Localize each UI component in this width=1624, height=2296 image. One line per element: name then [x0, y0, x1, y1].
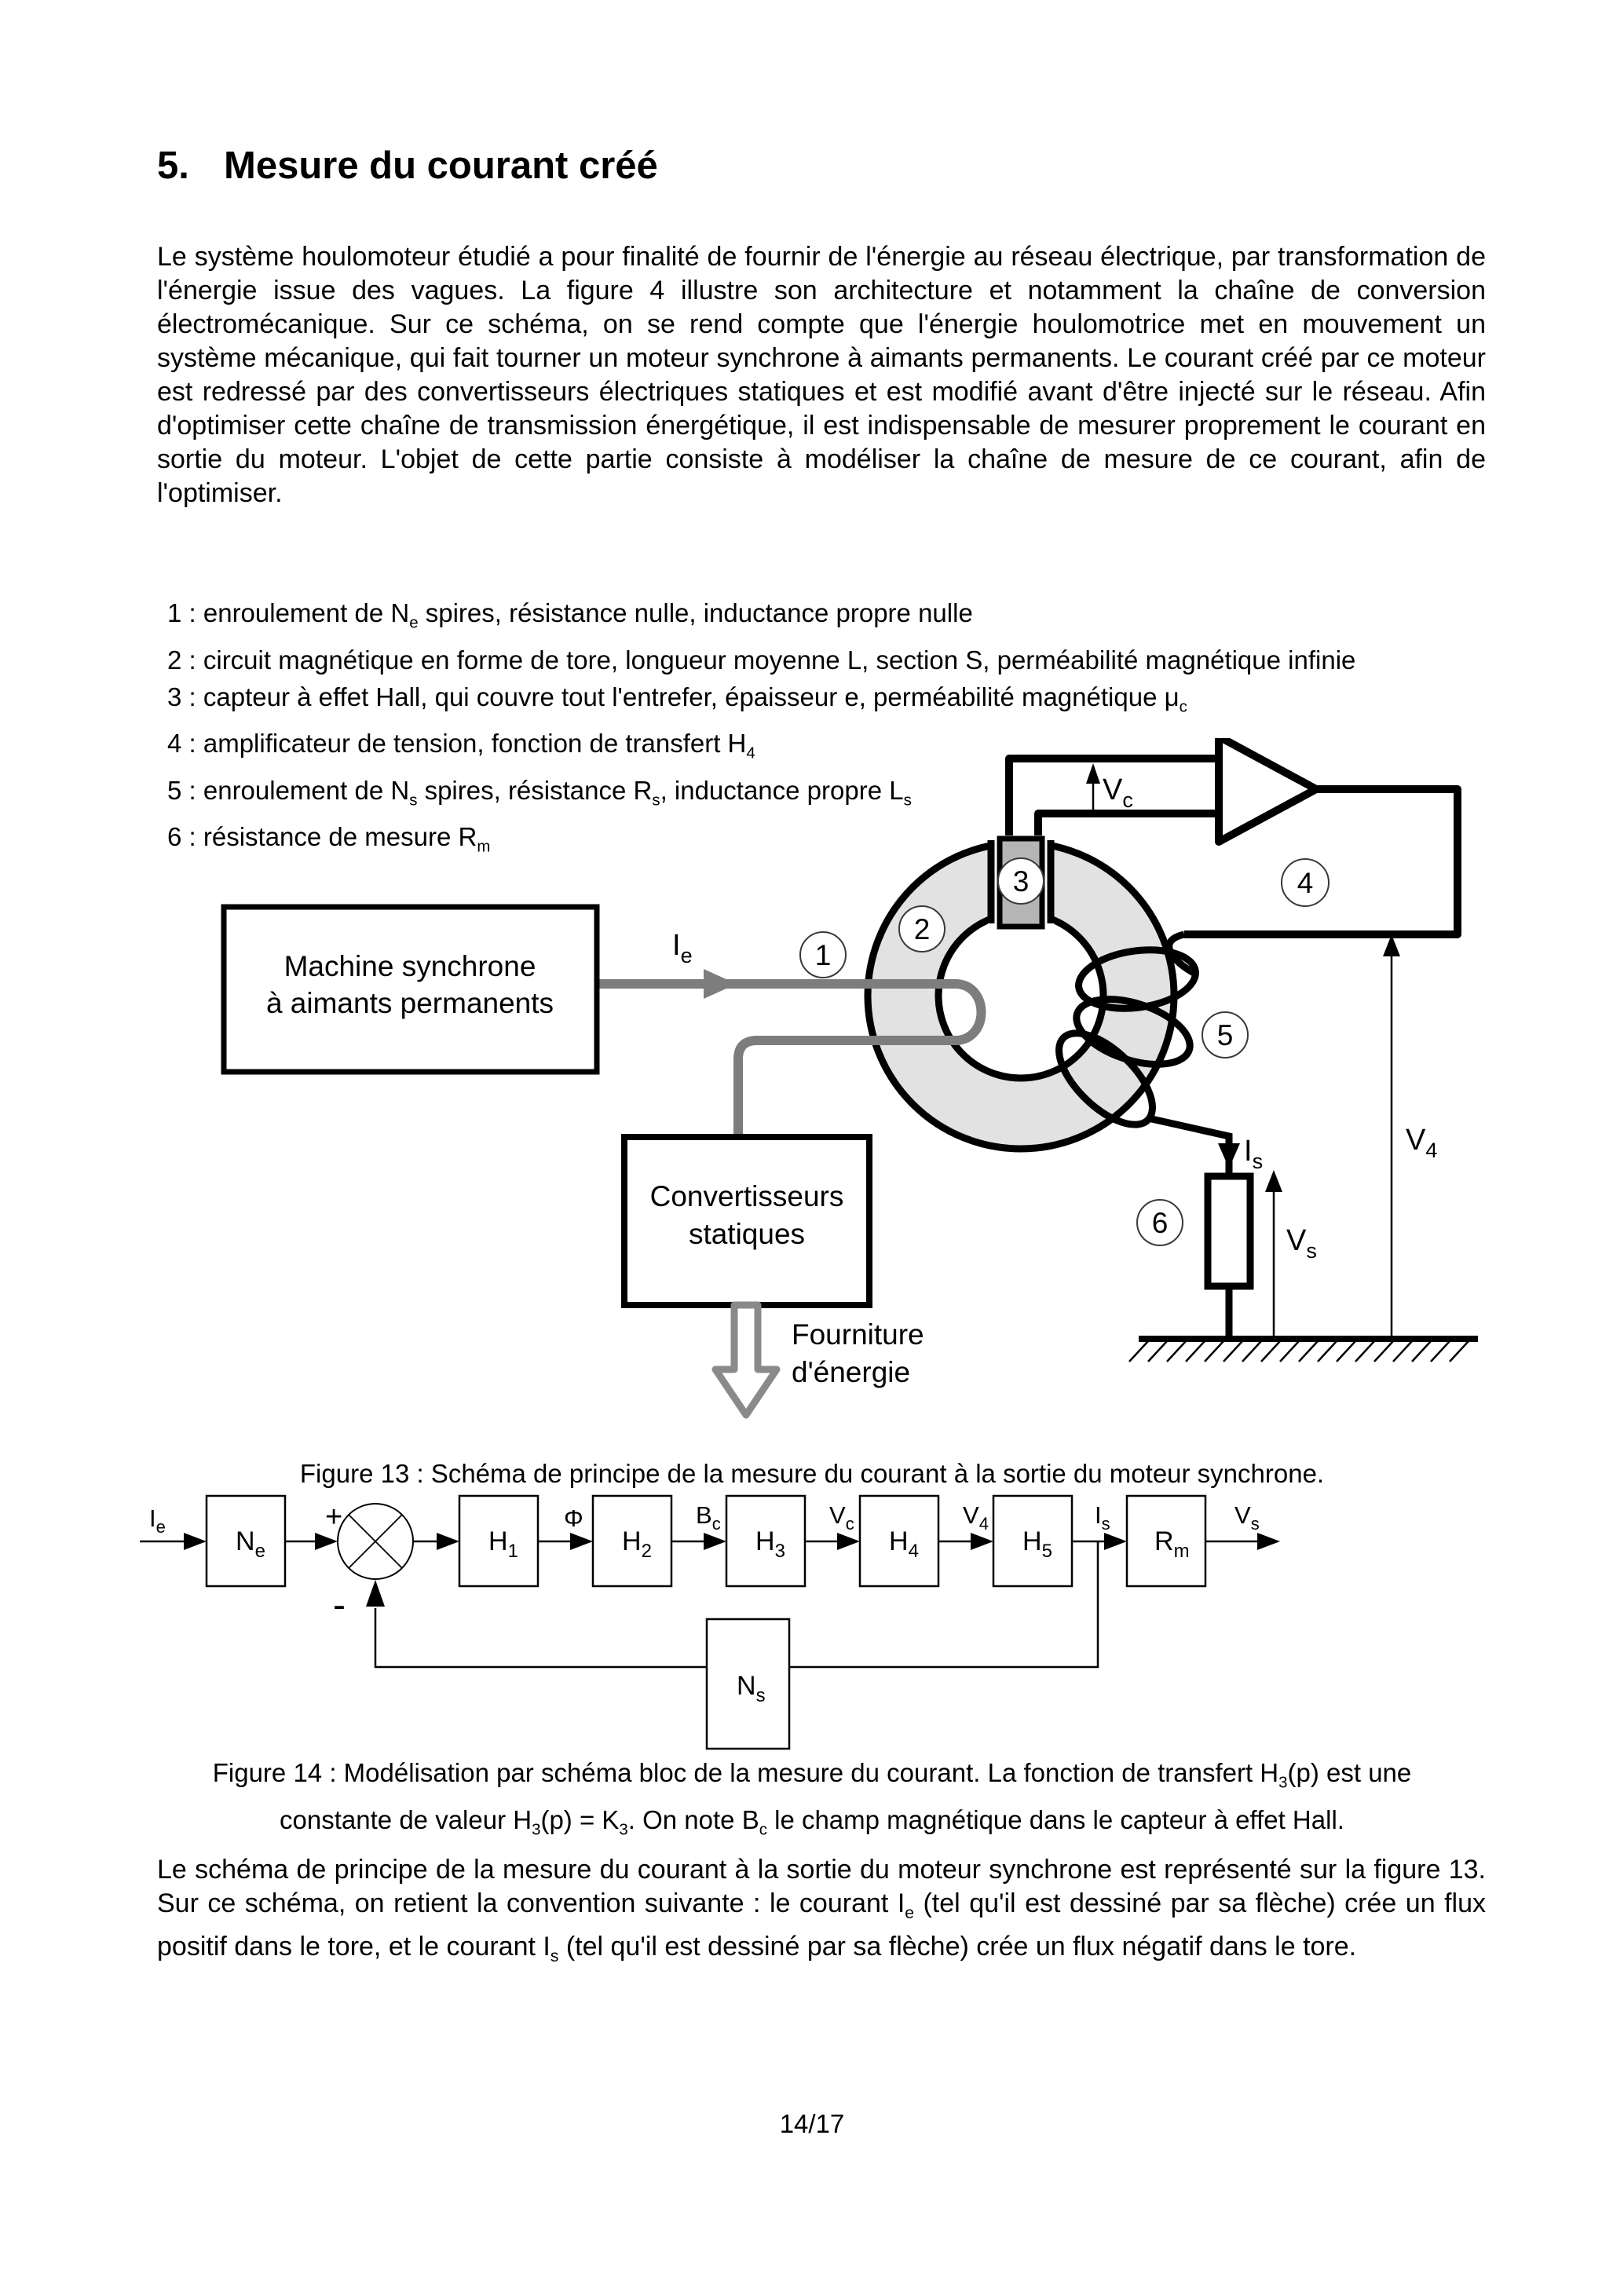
section-title: Mesure du courant créé	[224, 144, 658, 187]
converter-label-line1: Convertisseurs	[649, 1180, 844, 1212]
block-h4	[860, 1496, 938, 1586]
block-h2	[593, 1496, 671, 1586]
v4-label: $V_4$	[1406, 1124, 1438, 1162]
sig-ie: $I_e$	[149, 1504, 166, 1537]
svg-text:4: 4	[1297, 867, 1314, 899]
ie-arrow-head	[704, 969, 737, 999]
block-ne	[207, 1496, 285, 1586]
svg-text:2: 2	[913, 913, 931, 945]
ground-hatching	[1129, 1341, 1469, 1362]
marker-circle-1	[800, 932, 846, 978]
is-arrow-head	[1218, 1143, 1240, 1168]
figure13-schematic	[0, 738, 1624, 1429]
legend-item-2: 2 : circuit magnétique en forme de tore, longueur moyenne L, section S, perméabilité magnétique infinie	[167, 645, 1356, 675]
svg-text:5: 5	[1216, 1019, 1234, 1051]
figure14-caption-line1: Figure 14 : Modélisation par schéma bloc de la mesure du courant. La fonction de transfert $H_3(p)$ est une	[212, 1758, 1412, 1792]
legend-item-1: 1 : enroulement de $N_e$ spires, résistance nulle, inductance propre nulle	[167, 598, 973, 632]
energy-label-line1: Fourniture	[792, 1318, 924, 1351]
svg-text:H4: $H_4$	[889, 1526, 919, 1562]
svg-text:1: 1	[814, 939, 832, 971]
amplifier-triangle	[1219, 738, 1316, 842]
block-rm	[1127, 1496, 1205, 1586]
figure14-block-diagram	[0, 1484, 1624, 1759]
svg-text:H3: $H_3$	[755, 1526, 785, 1562]
svg-text:H1: $H_1$	[488, 1526, 518, 1562]
hall-to-amp-wire-bottom	[1038, 813, 1219, 843]
vs-label: $V_s$	[1286, 1224, 1317, 1263]
vc-arrow-head	[1086, 763, 1100, 784]
marker-circle-3	[998, 858, 1044, 904]
vc-label: $V_c$	[1103, 773, 1133, 812]
sig-vc: $V_c$	[829, 1501, 854, 1534]
figure14-caption	[0, 1754, 1624, 1848]
winding-to-resistor-wire	[1148, 1118, 1229, 1176]
legend-item-5: 5 : enroulement de $N_s$ spires, résistance $R_s$, inductance propre $L_s$	[167, 775, 912, 810]
sig-bc: $B_c$	[696, 1501, 721, 1534]
block-h1	[459, 1496, 538, 1586]
svg-text:3: 3	[1012, 865, 1030, 898]
energy-label-line2: d'énergie	[792, 1356, 911, 1388]
ie-label: $I_e$	[672, 929, 693, 967]
energy-arrow	[715, 1305, 777, 1415]
figure13-caption: Figure 13 : Schéma de principe de la mesure du courant à la sortie du moteur synchrone.	[299, 1459, 1325, 1488]
vs-arrow-head	[1265, 1170, 1282, 1192]
svg-text:Ne: $N_e$	[236, 1526, 265, 1562]
svg-text:H5: $H_5$	[1022, 1526, 1052, 1562]
figure14-caption-line2: constante de valeur $H_3(p) = K_3$. On note $B_c$ le champ magnétique dans le capteur à effet Hall.	[280, 1804, 1344, 1839]
svg-text:Rm: $R_m$	[1154, 1526, 1190, 1562]
sig-vs: $V_s$	[1234, 1501, 1260, 1534]
marker-circle-2	[899, 906, 945, 952]
page-number: 14/17	[779, 2109, 845, 2138]
summing-junction	[338, 1504, 413, 1579]
legend-item-3: 3 : capteur à effet Hall, qui couvre tout l'entrefer, épaisseur e, perméabilité magnétique $\mu_c$	[167, 682, 1187, 716]
block-ns-feedback	[707, 1619, 789, 1749]
section-heading	[157, 144, 658, 188]
legend-item-4: 4 : amplificateur de tension, fonction de transfert $H_4$	[167, 729, 755, 762]
svg-text:Ns: $N_s$	[737, 1671, 766, 1706]
sig-is: $I_s$	[1095, 1501, 1110, 1534]
legend-item-6: 6 : résistance de mesure $R_m$	[167, 822, 491, 856]
measure-resistor	[1208, 1176, 1250, 1286]
marker-circle-5	[1202, 1012, 1248, 1058]
svg-text:H2: $H_2$	[622, 1526, 652, 1562]
svg-text:6: 6	[1151, 1207, 1169, 1239]
machine-label-line1: Machine synchrone	[283, 950, 536, 982]
converter-label-line2: statiques	[688, 1218, 806, 1250]
marker-circle-4	[1282, 859, 1329, 906]
sum-minus-sign: -	[333, 1585, 346, 1626]
block-h5	[993, 1496, 1072, 1586]
sum-plus-sign: +	[325, 1501, 343, 1534]
section-number: 5.	[157, 144, 189, 187]
feedback-arrow-head	[366, 1580, 385, 1607]
intro-paragraph: Le système houlomoteur étudié a pour finalité de fournir de l'énergie au réseau électrique, par transformation de l'énergie issue des vagues. La figure 4 illustre son architecture et notamment la chaîne de conversion électromécanique. Sur ce schéma, on se rend compte que l'énergie houlomotrice met en mouvement un système mécanique, qui fait tourner un moteur synchrone à aimants permanents. Le courant créé par ce moteur est redressé par des convertisseurs électriques statiques et est modifié avant d'être injecté sur le réseau. Afin d'optimiser cette chaîne de transmission énergétique, il est indispensable de mesurer proprement le courant en sortie du moteur. L'objet de cette partie consiste à modéliser la chaîne de mesure de ce courant, afin de l'optimiser.	[157, 242, 1486, 508]
closing-paragraph: Le schéma de principe de la mesure du courant à la sortie du moteur synchrone est représenté sur la figure 13. Sur ce schéma, on retient la convention suivante : le courant $I_e$ (tel qu'il est dessiné par sa flèche) crée un flux positif dans le tore, et le courant $I_s$ (tel qu'il est dessiné par sa flèche) crée un flux négatif dans le tore.	[157, 1855, 1486, 1965]
sig-v4: $V_4$	[963, 1501, 989, 1534]
marker-circle-6	[1137, 1200, 1183, 1245]
block-h3	[726, 1496, 805, 1586]
sig-phi: Φ	[564, 1504, 583, 1532]
is-label: $I_s$	[1244, 1135, 1264, 1173]
machine-label-line2: à aimants permanents	[265, 987, 554, 1019]
